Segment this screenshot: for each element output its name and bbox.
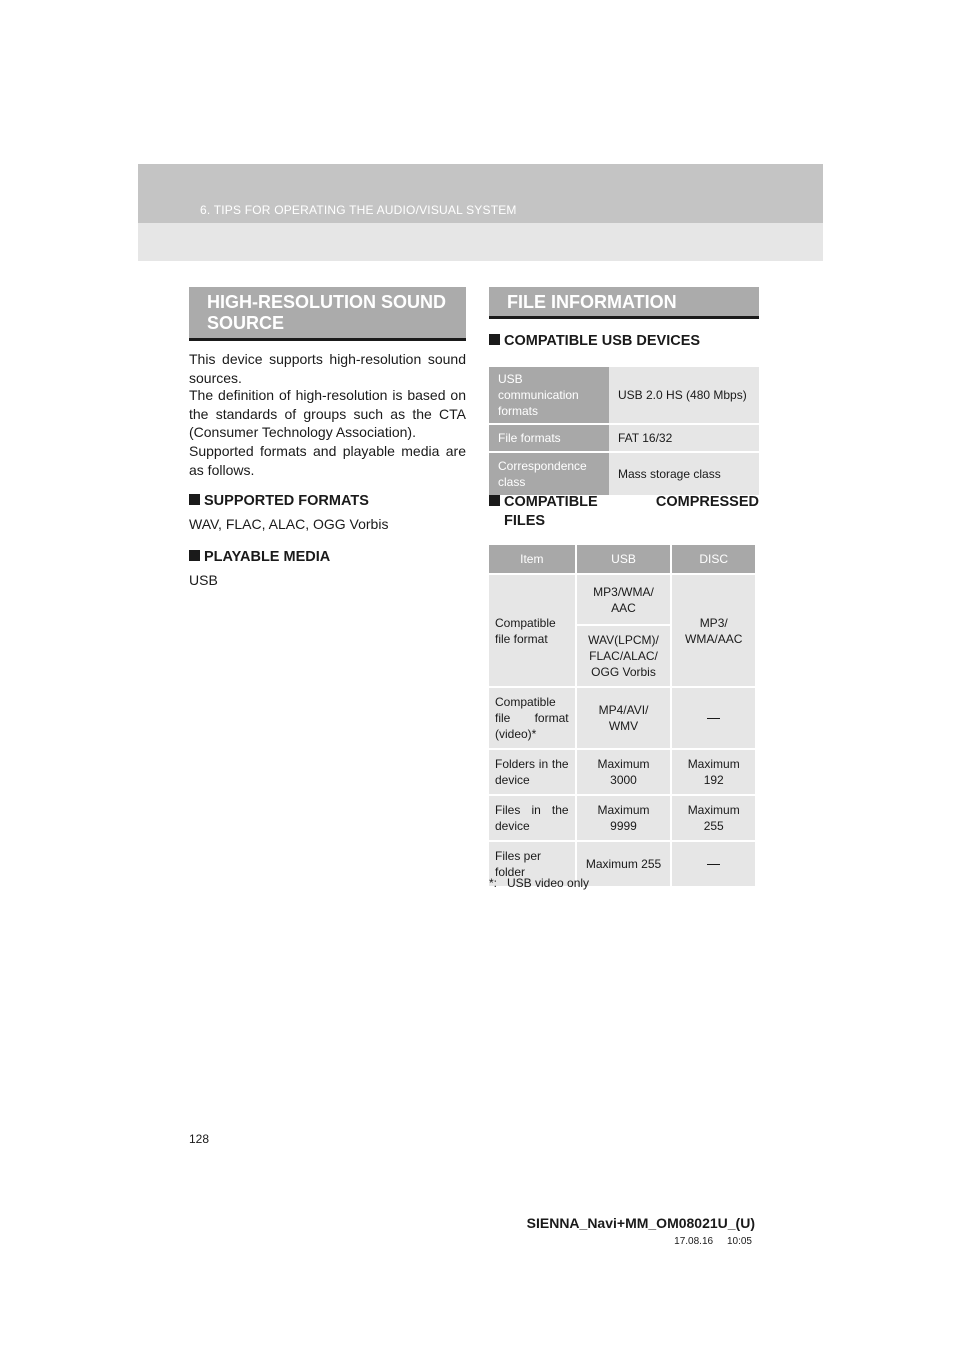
compatible-usb-subheading: [489, 332, 700, 351]
table-row: [489, 575, 755, 624]
table-cell-value: Mass storage class: [609, 453, 759, 495]
table-header-row: [489, 545, 755, 573]
table-cell-disc: Maximum 255: [672, 796, 755, 840]
document-id: SIENNA_Navi+MM_OM08021U_(U): [526, 1215, 755, 1231]
compatible-compressed-subheading: [489, 493, 759, 531]
heading-line-2: SOURCE: [207, 313, 285, 333]
usb-devices-table: [489, 365, 759, 497]
table-cell-value: USB 2.0 HS (480 Mbps): [609, 367, 759, 423]
table-cell-item: Files per folder: [489, 842, 575, 886]
table-cell-disc: [672, 842, 755, 886]
page-number: 128: [189, 1132, 210, 1146]
playable-media-subheading: [189, 548, 330, 567]
square-bullet-icon: [489, 334, 500, 345]
table-cell-usb: MP3/WMA/ AAC: [577, 575, 671, 624]
footnote: *: USB video only: [489, 876, 590, 890]
table-cell-item: Compatible file format: [489, 575, 575, 686]
table-row: [489, 367, 759, 423]
file-information-title: FILE INFORMATION: [507, 292, 677, 312]
table-cell-key: File formats: [489, 425, 609, 451]
compressed-label-word2: COMPRESSED: [655, 494, 759, 510]
document-date: 17.08.16 10:05: [674, 1236, 752, 1247]
table-row: [489, 750, 755, 794]
playable-media-label: PLAYABLE MEDIA: [204, 549, 331, 565]
compressed-files-table: [487, 543, 757, 888]
file-information-heading: [489, 287, 759, 319]
square-bullet-icon: [189, 494, 200, 505]
supported-formats-text: WAV, FLAC, ALAC, OGG Vorbis: [189, 516, 389, 532]
heading-line-1: HIGH-RESOLUTION SOUND: [207, 292, 447, 312]
table-cell-usb: Maximum 255: [577, 842, 671, 886]
table-cell-disc: Maximum 192: [672, 750, 755, 794]
column-header-disc: DISC: [672, 545, 755, 573]
table-row: [489, 796, 755, 840]
table-cell-usb: MP4/AVI/ WMV: [577, 688, 671, 748]
supported-formats-subheading: [189, 492, 369, 511]
square-bullet-icon: [189, 550, 200, 561]
table-cell-value: FAT 16/32: [609, 425, 759, 451]
table-row: [489, 425, 759, 451]
table-row: [489, 688, 755, 748]
table-cell-usb: WAV(LPCM)/ FLAC/ALAC/ OGG Vorbis: [577, 626, 671, 686]
table-cell-key: USB communication formats: [489, 367, 609, 423]
table-cell-item: Folders in the device: [489, 750, 575, 794]
column-header-usb: USB: [577, 545, 671, 573]
paragraph-2: The definition of high-resolution is based on the standards of groups such as the CTA (Consumer Technology Association).: [189, 387, 466, 440]
high-resolution-heading: [189, 287, 466, 341]
compressed-label-word1: COMPATIBLE: [504, 494, 598, 510]
section-header-title: 6. TIPS FOR OPERATING THE AUDIO/VISUAL SYSTEM: [200, 203, 517, 217]
table-cell-item: Files in the device: [489, 796, 575, 840]
table-cell-key: Correspondence class: [489, 453, 609, 495]
playable-media-text: USB: [189, 572, 218, 588]
table-row: [489, 453, 759, 495]
table-cell-usb: Maximum 3000: [577, 750, 671, 794]
paragraph-1: This device supports high-resolution sound sources.: [189, 351, 466, 386]
table-cell-disc: MP3/ WMA/AAC: [672, 575, 755, 686]
compressed-label-word3: FILES: [504, 513, 546, 529]
paragraph-3: Supported formats and playable media are as follows.: [189, 443, 466, 478]
square-bullet-icon: [489, 495, 500, 506]
dash-icon: [707, 718, 720, 719]
table-cell-disc: [672, 688, 755, 748]
dash-icon: [707, 864, 720, 865]
supported-formats-label: SUPPORTED FORMATS: [204, 493, 369, 509]
table-cell-usb: Maximum 9999: [577, 796, 671, 840]
table-cell-item: Compatible file format (video)*: [489, 688, 575, 748]
header-band: [138, 164, 823, 261]
compatible-usb-label: COMPATIBLE USB DEVICES: [504, 333, 701, 349]
column-header-item: Item: [489, 545, 575, 573]
